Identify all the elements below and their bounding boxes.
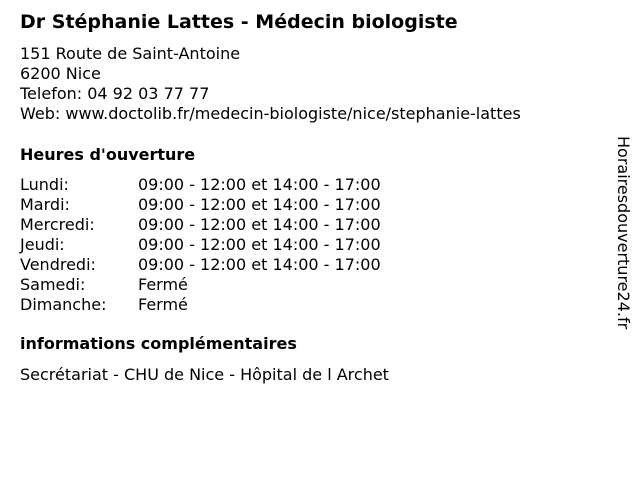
city-postal-code: 6200 Nice	[20, 64, 101, 83]
hours-value: 09:00 - 12:00 et 14:00 - 17:00	[138, 255, 381, 274]
address-block	[20, 44, 521, 124]
phone-number: Telefon: 04 92 03 77 77	[20, 84, 210, 103]
day-label: Vendredi:	[20, 255, 96, 274]
day-label: Mercredi:	[20, 215, 95, 234]
day-label: Jeudi:	[20, 235, 65, 254]
street-address: 151 Route de Saint-Antoine	[20, 44, 241, 63]
additional-info-heading: informations complémentaires	[20, 334, 297, 353]
hours-value: 09:00 - 12:00 et 14:00 - 17:00	[138, 175, 381, 194]
page-title: Dr Stéphanie Lattes - Médecin biologiste	[20, 11, 458, 33]
hours-value: Fermé	[138, 295, 188, 314]
day-label: Lundi:	[20, 175, 69, 194]
site-watermark: Horairesdouverture24.fr	[614, 136, 633, 330]
hours-value: 09:00 - 12:00 et 14:00 - 17:00	[138, 215, 381, 234]
day-label: Dimanche:	[20, 295, 107, 314]
day-label: Mardi:	[20, 195, 70, 214]
hours-value: 09:00 - 12:00 et 14:00 - 17:00	[138, 235, 381, 254]
hours-value: 09:00 - 12:00 et 14:00 - 17:00	[138, 195, 381, 214]
hours-value: Fermé	[138, 275, 188, 294]
opening-hours-heading: Heures d'ouverture	[20, 145, 196, 164]
website-url: Web: www.doctolib.fr/medecin-biologiste/nice/stephanie-lattes	[20, 104, 521, 123]
additional-info-text: Secrétariat - CHU de Nice - Hôpital de l Archet	[20, 365, 389, 384]
day-label: Samedi:	[20, 275, 86, 294]
